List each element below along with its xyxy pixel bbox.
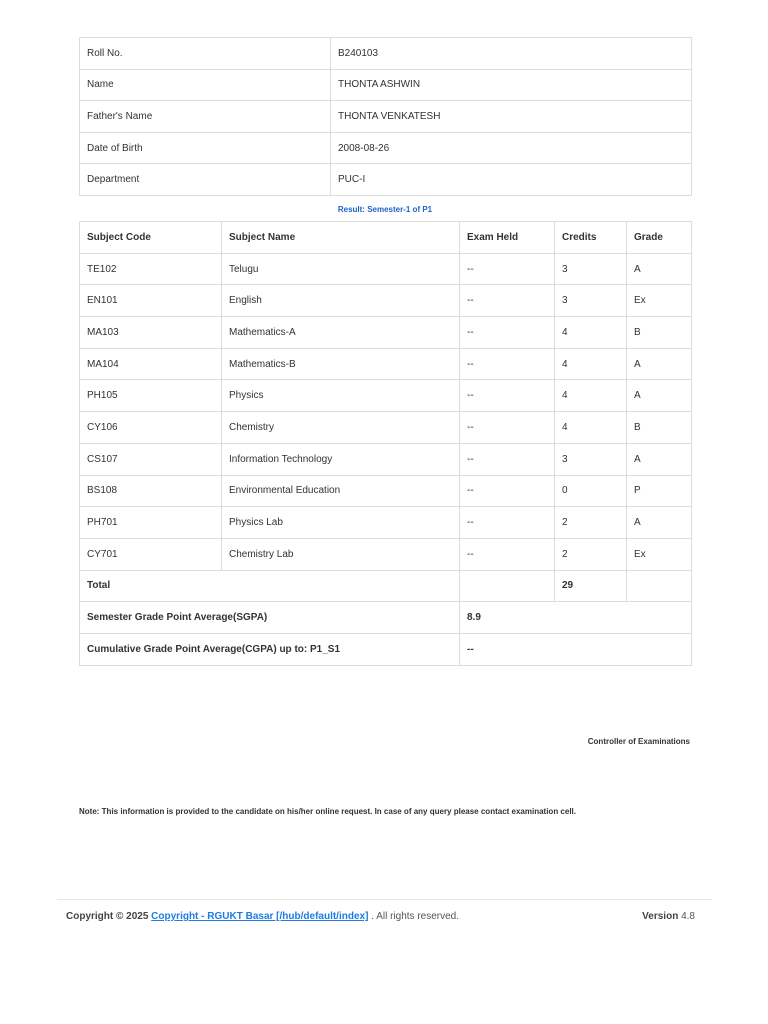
exam-held: -- [460,538,555,570]
student-row-dob [80,132,692,164]
total-credits: 29 [555,570,627,602]
grade: A [627,380,692,412]
grade: A [627,348,692,380]
credits: 3 [555,285,627,317]
table-row [80,443,692,475]
subject-name: Mathematics-B [222,348,460,380]
exam-held: -- [460,317,555,349]
table-row [80,317,692,349]
subject-name: English [222,285,460,317]
subject-name: Telugu [222,253,460,285]
credits: 4 [555,348,627,380]
subject-code: TE102 [80,253,222,285]
total-row [80,570,692,602]
credits: 2 [555,538,627,570]
subject-name: Chemistry Lab [222,538,460,570]
roll-no-value: B240103 [331,38,692,70]
credits: 3 [555,443,627,475]
table-row [80,475,692,507]
controller-of-examinations: Controller of Examinations [587,737,690,746]
credits: 4 [555,380,627,412]
credits: 2 [555,507,627,539]
subject-name: Chemistry [222,412,460,444]
credits: 0 [555,475,627,507]
subject-code: CS107 [80,443,222,475]
name-value: THONTA ASHWIN [331,69,692,101]
subject-name: Physics [222,380,460,412]
subject-name: Mathematics-A [222,317,460,349]
total-exam-empty [460,570,555,602]
roll-no-label: Roll No. [80,38,331,70]
dob-label: Date of Birth [80,132,331,164]
header-subject-code: Subject Code [80,222,222,254]
copyright-link[interactable]: Copyright - RGUKT Basar [/hub/default/index] [151,911,369,922]
student-row-father-name [80,101,692,133]
name-label: Name [80,69,331,101]
subject-code: PH105 [80,380,222,412]
father-name-label: Father's Name [80,101,331,133]
subject-name: Information Technology [222,443,460,475]
student-info-table [79,37,692,196]
version-label: Version [642,911,679,922]
header-grade: Grade [627,222,692,254]
exam-held: -- [460,380,555,412]
grade: B [627,317,692,349]
footer-version [642,911,695,922]
result-caption: Result: Semester-1 of P1 [337,205,433,214]
rights-reserved: . All rights reserved. [371,911,459,922]
grade: A [627,443,692,475]
subject-code: EN101 [80,285,222,317]
cgpa-value: -- [460,633,692,665]
footer-copyright [66,911,459,922]
header-subject-name: Subject Name [222,222,460,254]
table-row [80,380,692,412]
exam-held: -- [460,253,555,285]
student-row-department [80,164,692,196]
student-row-roll-no [80,38,692,70]
grade: P [627,475,692,507]
credits: 4 [555,317,627,349]
result-table [79,221,692,666]
header-credits: Credits [555,222,627,254]
total-label: Total [80,570,460,602]
exam-held: -- [460,412,555,444]
grade: Ex [627,285,692,317]
table-row [80,412,692,444]
sgpa-row [80,602,692,634]
subject-code: BS108 [80,475,222,507]
father-name-value: THONTA VENKATESH [331,101,692,133]
subject-code: MA103 [80,317,222,349]
grade: A [627,253,692,285]
exam-held: -- [460,443,555,475]
footer-divider [57,899,712,900]
table-row [80,253,692,285]
subject-code: CY701 [80,538,222,570]
table-row [80,348,692,380]
exam-held: -- [460,475,555,507]
department-label: Department [80,164,331,196]
result-header-row [80,222,692,254]
note-text: Note: This information is provided to the candidate on his/her online request. In case of any query please contact examination cell. [79,807,576,816]
total-grade-empty [627,570,692,602]
exam-held: -- [460,507,555,539]
sgpa-value: 8.9 [460,602,692,634]
cgpa-label: Cumulative Grade Point Average(CGPA) up to: P1_S1 [80,633,460,665]
exam-held: -- [460,285,555,317]
subject-code: MA104 [80,348,222,380]
subject-name: Environmental Education [222,475,460,507]
credits: 3 [555,253,627,285]
subject-name: Physics Lab [222,507,460,539]
sgpa-label: Semester Grade Point Average(SGPA) [80,602,460,634]
subject-code: PH701 [80,507,222,539]
copyright-prefix: Copyright © 2025 [66,911,149,922]
department-value: PUC-I [331,164,692,196]
subject-code: CY106 [80,412,222,444]
table-row [80,538,692,570]
version-value: 4.8 [681,911,695,922]
dob-value: 2008-08-26 [331,132,692,164]
exam-held: -- [460,348,555,380]
header-exam-held: Exam Held [460,222,555,254]
grade: Ex [627,538,692,570]
cgpa-row [80,633,692,665]
table-row [80,285,692,317]
student-row-name [80,69,692,101]
table-row [80,507,692,539]
credits: 4 [555,412,627,444]
grade: B [627,412,692,444]
grade: A [627,507,692,539]
